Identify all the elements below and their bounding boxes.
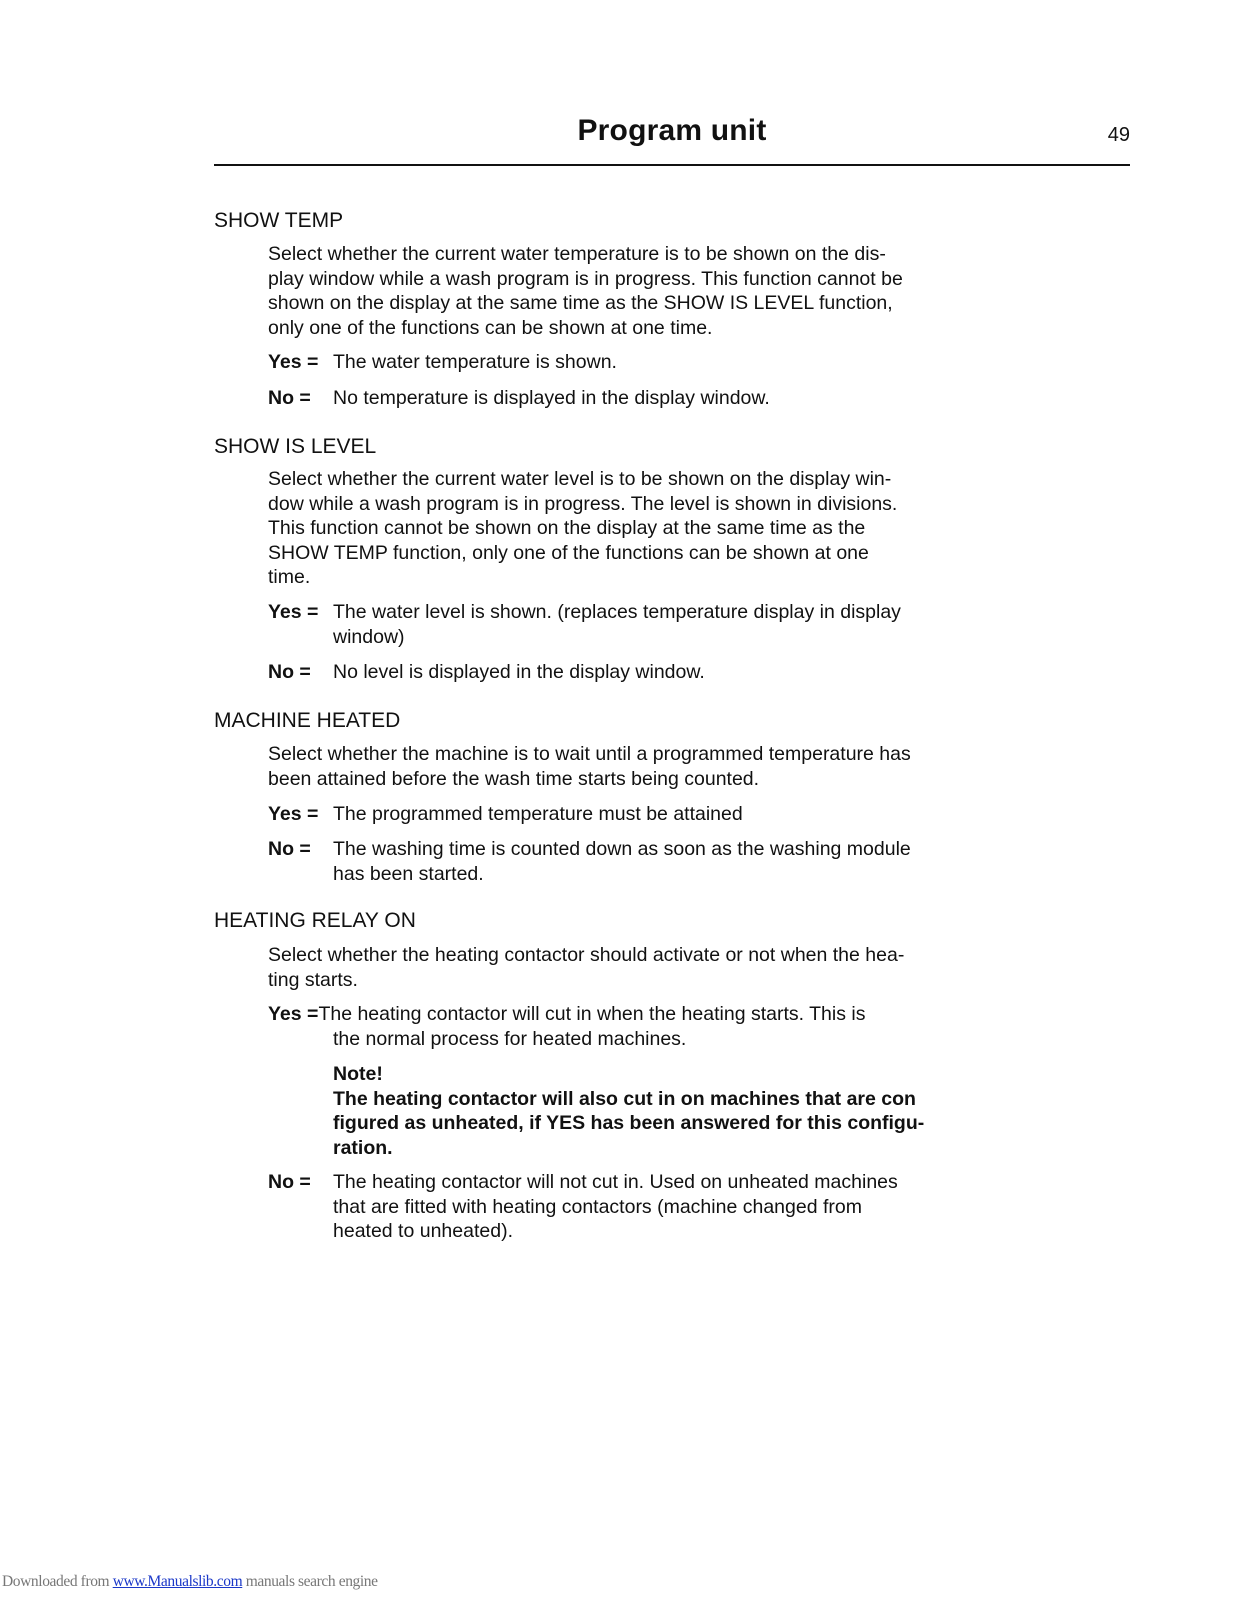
- option-yes-heating-relay-on: [268, 1002, 988, 1051]
- option-no-label: No =: [268, 387, 311, 409]
- note-block: [333, 1062, 993, 1160]
- option-no-text: [333, 837, 988, 886]
- option-text-line: The heating contactor will cut in when the heating starts. This is: [318, 1003, 866, 1025]
- option-no-text: [333, 1170, 988, 1244]
- option-no-label: No =: [268, 661, 311, 683]
- description-line: Select whether the current water temperature is to be shown on the dis-: [268, 243, 886, 265]
- option-no-text: No level is displayed in the display window.: [333, 661, 705, 683]
- option-text-line: has been started.: [333, 862, 484, 885]
- option-yes-label: Yes =: [268, 1003, 319, 1025]
- option-yes-show-temp: [268, 350, 988, 375]
- option-yes-text: [333, 600, 988, 649]
- description-line: Select whether the current water level is to be shown on the display win-: [268, 468, 892, 490]
- section-heading-machine-heated: MACHINE HEATED: [214, 709, 401, 732]
- description-line: dow while a wash program is in progress. The level is shown in divisions.: [268, 492, 898, 515]
- description-line: been attained before the wash time starts being counted.: [268, 767, 760, 790]
- option-no-label: No =: [268, 838, 311, 860]
- option-no-show-is-level: [268, 660, 988, 685]
- description-line: SHOW TEMP function, only one of the functions can be shown at one: [268, 541, 869, 564]
- option-no-show-temp: [268, 386, 988, 411]
- note-line: ration.: [333, 1136, 393, 1159]
- note-line: The heating contactor will also cut in on machines that are con: [333, 1087, 916, 1110]
- description-line: This function cannot be shown on the display at the same time as the: [268, 517, 866, 540]
- manualslib-link[interactable]: www.Manualslib.com: [112, 1573, 243, 1590]
- option-yes-text: The programmed temperature must be attained: [333, 803, 743, 825]
- option-text-line: window): [333, 625, 405, 648]
- option-no-text: No temperature is displayed in the display window.: [333, 387, 770, 409]
- option-no-label: No =: [268, 1171, 311, 1193]
- option-no-machine-heated: [268, 837, 988, 886]
- description-line: Select whether the heating contactor should activate or not when the hea-: [268, 944, 905, 966]
- section-heading-show-is-level: SHOW IS LEVEL: [214, 435, 377, 458]
- description-line: play window while a wash program is in progress. This function cannot be: [268, 267, 903, 290]
- section-description-show-temp: [268, 242, 988, 340]
- page-number: 49: [1107, 124, 1130, 146]
- description-line: only one of the functions can be shown at one time.: [268, 316, 713, 339]
- section-heading-heating-relay-on: HEATING RELAY ON: [214, 909, 416, 932]
- option-text-line: that are fitted with heating contactors (machine changed from: [333, 1195, 862, 1218]
- description-line: ting starts.: [268, 968, 358, 991]
- option-text-line: The washing time is counted down as soon as the washing module: [333, 838, 911, 860]
- note-line: figured as unheated, if YES has been answered for this configu-: [333, 1112, 925, 1135]
- option-yes-machine-heated: [268, 802, 988, 827]
- option-yes-label: Yes =: [268, 351, 319, 373]
- option-text-line: The heating contactor will not cut in. Used on unheated machines: [333, 1171, 898, 1193]
- page-header: [214, 112, 1130, 166]
- section-description-show-is-level: [268, 467, 988, 590]
- description-line: Select whether the machine is to wait until a programmed temperature has: [268, 743, 911, 765]
- option-text-line: the normal process for heated machines.: [333, 1027, 687, 1050]
- option-yes-text: The water temperature is shown.: [333, 351, 617, 373]
- footer-suffix: manuals search engine: [242, 1573, 378, 1590]
- option-yes-label: Yes =: [268, 803, 319, 825]
- description-line: time.: [268, 566, 311, 589]
- option-yes-label: Yes =: [268, 601, 319, 623]
- option-no-heating-relay-on: [268, 1170, 988, 1244]
- note-title: Note!: [333, 1063, 383, 1085]
- download-footer: [2, 1573, 378, 1591]
- option-text-line: The water level is shown. (replaces temperature display in display: [333, 601, 901, 623]
- section-description-heating-relay-on: [268, 943, 988, 992]
- section-heading-show-temp: SHOW TEMP: [214, 209, 344, 232]
- option-text-line: heated to unheated).: [333, 1220, 513, 1243]
- description-line: shown on the display at the same time as the SHOW IS LEVEL function,: [268, 292, 893, 315]
- option-first-line: [268, 1002, 988, 1027]
- section-description-machine-heated: [268, 742, 988, 791]
- footer-prefix: Downloaded from: [2, 1573, 113, 1590]
- page-title: Program unit: [577, 114, 767, 147]
- option-yes-show-is-level: [268, 600, 988, 649]
